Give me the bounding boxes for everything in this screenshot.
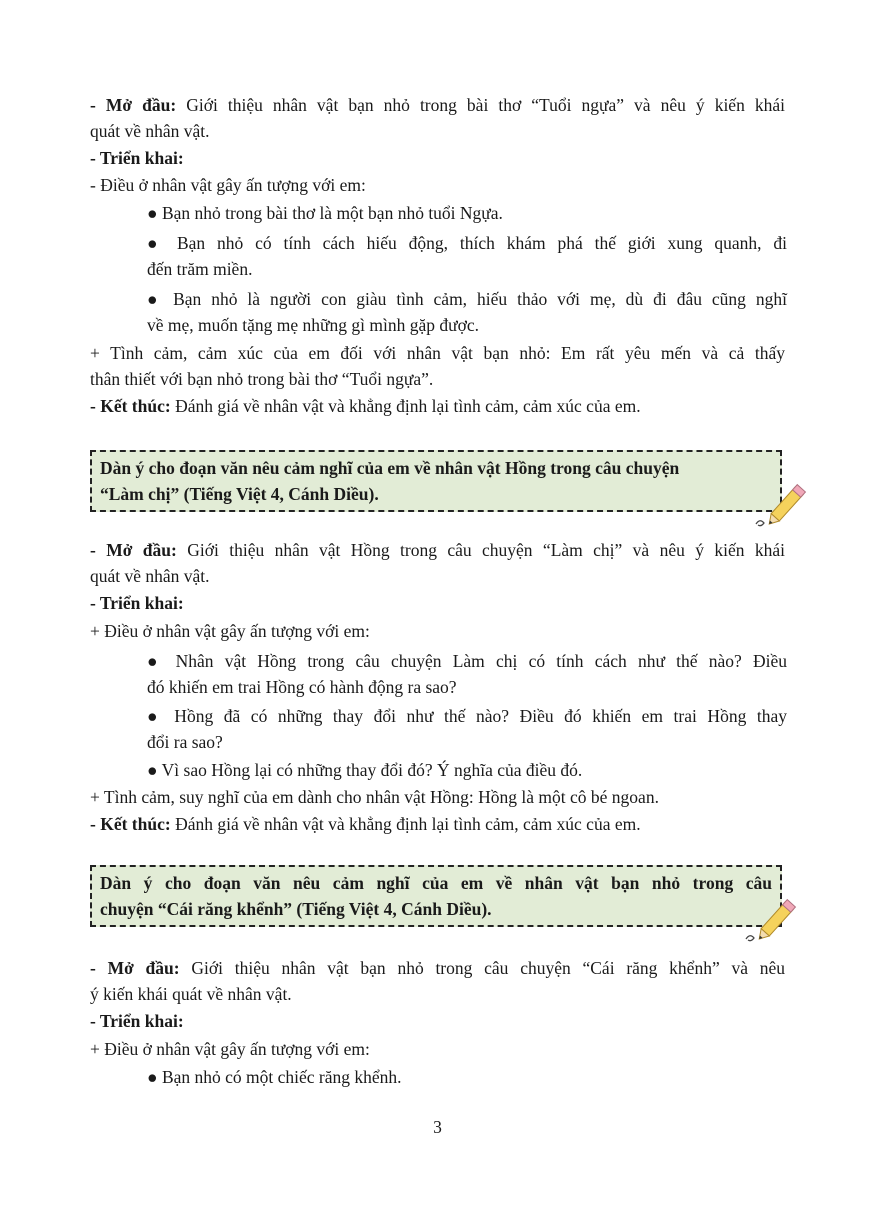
- bullet-item: ● Bạn nhỏ có tính cách hiếu động, thích khám phá thế giới xung quanh, đi: [147, 233, 787, 253]
- intro-line: - Mở đầu: Giới thiệu nhân vật bạn nhỏ trong bài thơ “Tuổi ngựa” và nêu ý kiến khái: [90, 95, 785, 115]
- bullet-item: ● Hồng đã có những thay đổi như thế nào? Điều đó khiến em trai Hồng thay: [147, 706, 787, 726]
- feeling-line: + Tình cảm, suy nghĩ của em dành cho nhân vật Hồng: Hồng là một cô bé ngoan.: [90, 787, 659, 807]
- feeling-line-cont: thân thiết với bạn nhỏ trong bài thơ “Tuổi ngựa”.: [90, 369, 434, 389]
- body-label: - Triển khai:: [90, 148, 184, 168]
- body-label: - Triển khai:: [90, 1011, 184, 1031]
- conclusion-line: - Kết thúc: Đánh giá về nhân vật và khẳng định lại tình cảm, cảm xúc của em.: [90, 396, 641, 416]
- page-number: 3: [433, 1117, 442, 1137]
- pencil-icon: [752, 480, 812, 530]
- intro-line-cont: quát về nhân vật.: [90, 566, 210, 586]
- intro-line: - Mở đầu: Giới thiệu nhân vật bạn nhỏ trong câu chuyện “Cái răng khểnh” và nêu: [90, 958, 786, 978]
- impress-intro: - Điều ở nhân vật gây ấn tượng với em:: [90, 175, 366, 195]
- intro-line-cont: quát về nhân vật.: [90, 121, 210, 141]
- bullet-item: ● Bạn nhỏ có một chiếc răng khểnh.: [147, 1067, 402, 1087]
- bullet-item: ● Bạn nhỏ là người con giàu tình cảm, hiếu thảo với mẹ, dù đi đâu cũng nghĩ: [147, 289, 787, 309]
- pencil-icon: [742, 895, 802, 945]
- bullet-item-cont: đến trăm miền.: [147, 259, 253, 279]
- heading-line: Dàn ý cho đoạn văn nêu cảm nghĩ của em về nhân vật Hồng trong câu chuyện: [100, 458, 680, 478]
- bullet-item-cont: đổi ra sao?: [147, 732, 223, 752]
- heading-line: Dàn ý cho đoạn văn nêu cảm nghĩ của em về nhân vật bạn nhỏ trong câu: [100, 873, 772, 893]
- section-heading-box: [90, 865, 782, 927]
- body-label: - Triển khai:: [90, 593, 184, 613]
- impress-intro: + Điều ở nhân vật gây ấn tượng với em:: [90, 621, 370, 641]
- bullet-item: ● Vì sao Hồng lại có những thay đổi đó? Ý nghĩa của điều đó.: [147, 760, 583, 780]
- intro-line: - Mở đầu: Giới thiệu nhân vật Hồng trong câu chuyện “Làm chị” và nêu ý kiến khái: [90, 540, 785, 560]
- feeling-line: + Tình cảm, cảm xúc của em đối với nhân vật bạn nhỏ: Em rất yêu mến và cả thấy: [90, 343, 785, 363]
- bullet-item: ● Bạn nhỏ trong bài thơ là một bạn nhỏ tuổi Ngựa.: [147, 203, 503, 223]
- bullet-item: ● Nhân vật Hồng trong câu chuyện Làm chị có tính cách như thế nào? Điều: [147, 651, 787, 671]
- section-heading-box: [90, 450, 782, 512]
- impress-intro: + Điều ở nhân vật gây ấn tượng với em:: [90, 1039, 370, 1059]
- bullet-item-cont: đó khiến em trai Hồng có hành động ra sao?: [147, 677, 457, 697]
- intro-line-cont: ý kiến khái quát về nhân vật.: [90, 984, 292, 1004]
- heading-line: chuyện “Cái răng khểnh” (Tiếng Việt 4, Cánh Diều).: [100, 899, 492, 919]
- conclusion-line: - Kết thúc: Đánh giá về nhân vật và khẳng định lại tình cảm, cảm xúc của em.: [90, 814, 641, 834]
- heading-line: “Làm chị” (Tiếng Việt 4, Cánh Diều).: [100, 484, 379, 504]
- bullet-item-cont: về mẹ, muốn tặng mẹ những gì mình gặp được.: [147, 315, 479, 335]
